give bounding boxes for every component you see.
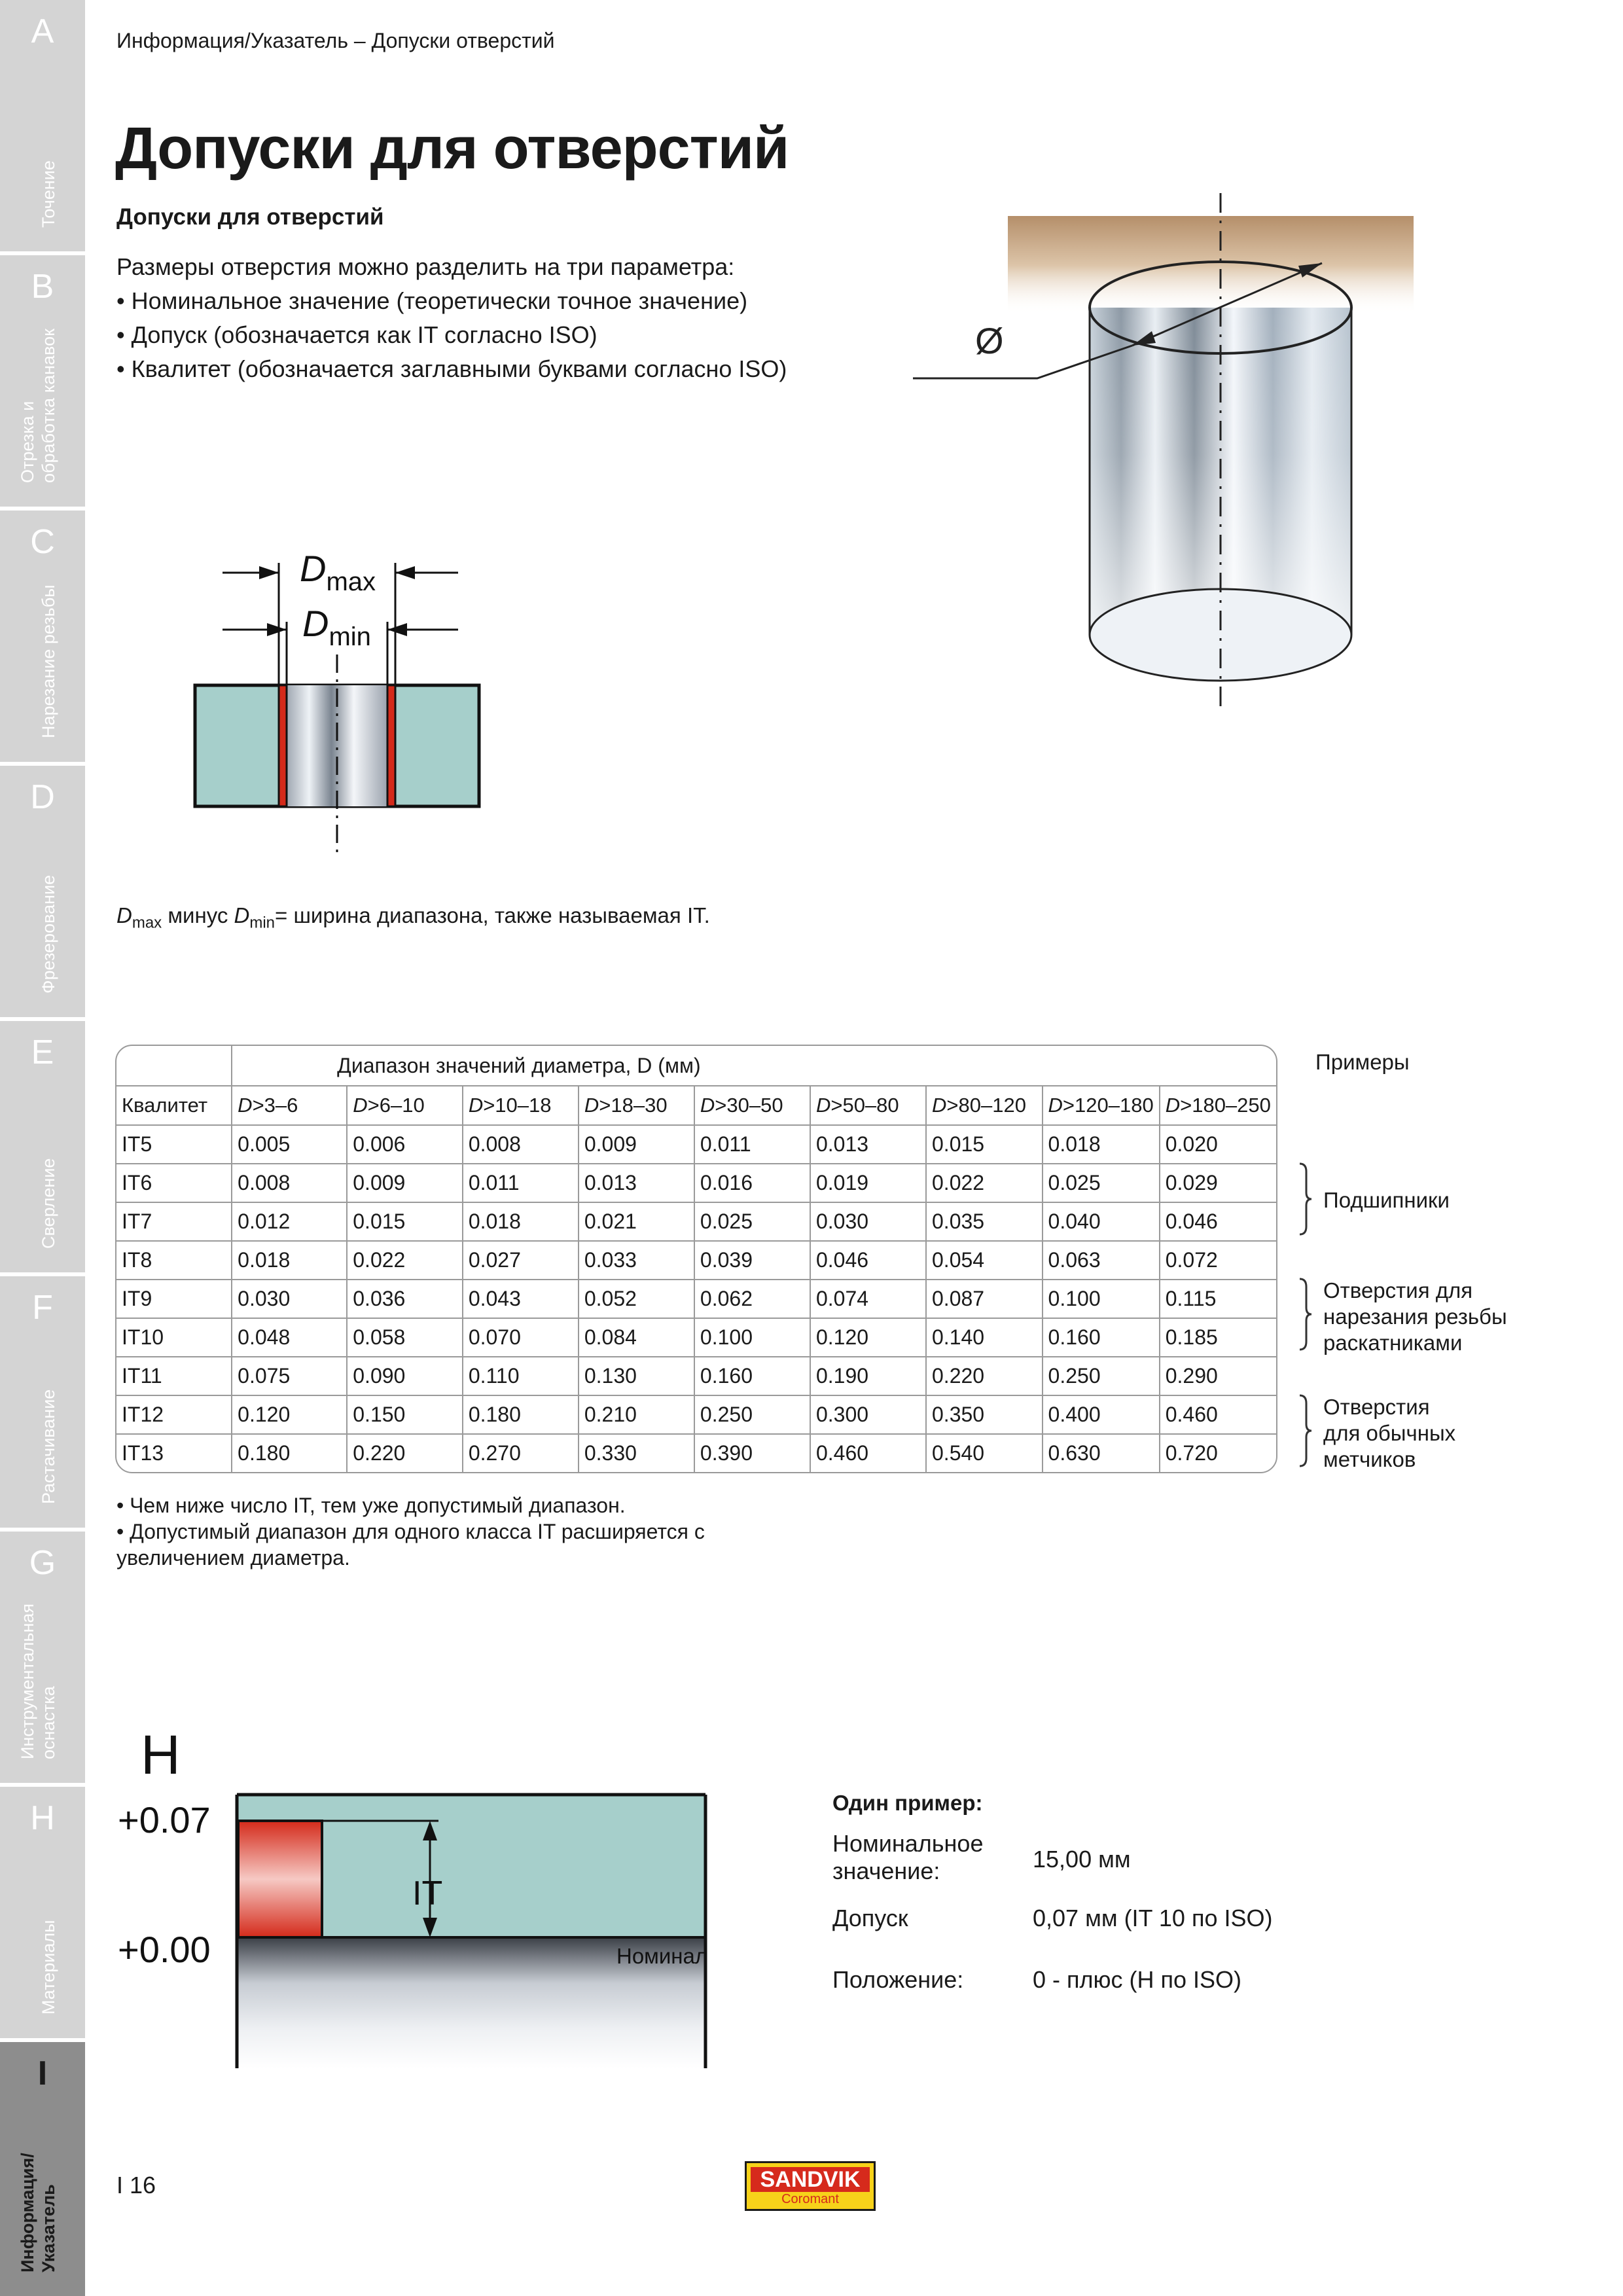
hole-section-diagram <box>190 550 504 864</box>
table-row <box>116 1280 1276 1319</box>
example-thread-rolling-holes: Отверстия для нарезания резьбы раскатниками <box>1323 1278 1507 1355</box>
tab-label: Точение <box>39 160 58 228</box>
grade-cell: IT7 <box>116 1203 232 1242</box>
tolerance-cell: 0.013 <box>811 1126 927 1164</box>
page-number: I 16 <box>116 2172 156 2198</box>
tolerance-cell: 0.022 <box>927 1164 1043 1203</box>
tolerance-cell: 0.160 <box>1043 1319 1160 1357</box>
column-header: D>120–180 <box>1043 1086 1160 1126</box>
tolerance-cell: 0.019 <box>811 1164 927 1203</box>
column-header: D>30–50 <box>695 1086 811 1126</box>
logo-line2: Coromant <box>781 2192 839 2206</box>
tolerance-cell: 0.062 <box>695 1280 811 1319</box>
tolerance-cell: 0.180 <box>463 1396 579 1435</box>
tolerance-cell: 0.027 <box>463 1242 579 1280</box>
column-header: D>180–250 <box>1160 1086 1276 1126</box>
tab-label: Материалы <box>39 1920 58 2015</box>
tolerance-cell: 0.025 <box>1043 1164 1160 1203</box>
tolerance-cell: 0.270 <box>463 1435 579 1472</box>
tolerance-cell: 0.046 <box>811 1242 927 1280</box>
tolerance-cell: 0.063 <box>1043 1242 1160 1280</box>
tolerance-cell: 0.043 <box>463 1280 579 1319</box>
tab-turning[interactable] <box>0 0 85 255</box>
table-row <box>116 1126 1276 1164</box>
tab-label: Растачивание <box>39 1389 58 1504</box>
tolerance-cell: 0.140 <box>927 1319 1043 1357</box>
tolerance-cell: 0.120 <box>232 1396 348 1435</box>
tab-label: Сверление <box>39 1158 58 1249</box>
tab-label: Отрезка и обработка канавок <box>18 329 58 483</box>
table-row <box>116 1396 1276 1435</box>
tab-label: Инструментальная оснастка <box>18 1603 58 1759</box>
hole-cylinder-illustration <box>903 183 1525 720</box>
example-value-nominal: 15,00 мм <box>1033 1846 1131 1873</box>
tolerance-cell: 0.115 <box>1160 1280 1276 1319</box>
table-row <box>116 1435 1276 1472</box>
tolerance-cell: 0.015 <box>348 1203 463 1242</box>
tolerance-cell: 0.025 <box>695 1203 811 1242</box>
table-row <box>116 1242 1276 1280</box>
notes-list <box>116 1492 771 1571</box>
example-value-position: 0 - плюс (H по ISO) <box>1033 1966 1242 1993</box>
tolerance-cell: 0.029 <box>1160 1164 1276 1203</box>
table-group-header: Диапазон значений диаметра, D (мм) <box>232 1046 1276 1086</box>
tolerance-cell: 0.020 <box>1160 1126 1276 1164</box>
grade-cell: IT8 <box>116 1242 232 1280</box>
column-header: D>18–30 <box>579 1086 695 1126</box>
tolerance-cell: 0.185 <box>1160 1319 1276 1357</box>
range-width-note: $D_{max}$ минус $D_{min}=$ ширина диапазона, также называемая IT. <box>116 903 710 932</box>
tolerance-cell: 0.046 <box>1160 1203 1276 1242</box>
tolerance-cell: 0.075 <box>232 1357 348 1396</box>
intro-lead: Размеры отверстия можно разделить на три параметра: <box>116 253 735 280</box>
tolerance-cell: 0.018 <box>463 1203 579 1242</box>
tab-label: Нарезание резьбы <box>39 584 58 738</box>
tolerance-cell: 0.016 <box>695 1164 811 1203</box>
tolerance-cell: 0.120 <box>811 1319 927 1357</box>
tolerance-cell: 0.220 <box>348 1435 463 1472</box>
table-row <box>116 1164 1276 1203</box>
tolerance-cell: 0.033 <box>579 1242 695 1280</box>
tolerance-cell: 0.090 <box>348 1357 463 1396</box>
tolerance-cell: 0.035 <box>927 1203 1043 1242</box>
example-key-position: Положение: <box>832 1966 964 1993</box>
column-header: D>3–6 <box>232 1086 348 1126</box>
tolerance-cell: 0.070 <box>463 1319 579 1357</box>
tab-letter: A <box>31 12 54 50</box>
tab-label: Фрезерование <box>39 874 58 994</box>
tolerance-cell: 0.250 <box>695 1396 811 1435</box>
tolerance-cell: 0.350 <box>927 1396 1043 1435</box>
note-item: • Чем ниже число IT, тем уже допустимый диапазон. <box>116 1492 771 1518</box>
example-heading: Один пример: <box>832 1791 983 1815</box>
tolerance-cell: 0.630 <box>1043 1435 1160 1472</box>
tolerance-cell: 0.390 <box>695 1435 811 1472</box>
tolerance-cell: 0.040 <box>1043 1203 1160 1242</box>
tolerance-cell: 0.072 <box>1160 1242 1276 1280</box>
table-row <box>116 1319 1276 1357</box>
grade-cell: IT6 <box>116 1164 232 1203</box>
tolerance-cell: 0.006 <box>348 1126 463 1164</box>
tolerance-cell: 0.460 <box>811 1435 927 1472</box>
table-header-row <box>116 1086 1276 1126</box>
grade-header: Квалитет <box>116 1086 232 1126</box>
brace-bearings <box>1298 1162 1313 1236</box>
intro-bullet: • Допуск (обозначается как IT согласно ISO) <box>116 318 869 352</box>
tolerance-cell: 0.220 <box>927 1357 1043 1396</box>
tab-letter: B <box>31 268 54 306</box>
column-header: D>6–10 <box>348 1086 463 1126</box>
tab-materials[interactable] <box>0 1787 85 2042</box>
tab-label: Информация/ Указатель <box>18 2153 58 2272</box>
diameter-symbol: Ø <box>975 320 1004 361</box>
tolerance-cell: 0.400 <box>1043 1396 1160 1435</box>
tab-letter: F <box>32 1289 53 1327</box>
tolerance-cell: 0.013 <box>579 1164 695 1203</box>
tolerance-cell: 0.074 <box>811 1280 927 1319</box>
tolerance-cell: 0.160 <box>695 1357 811 1396</box>
tab-letter: I <box>37 2054 48 2092</box>
section-subtitle: Допуски для отверстий <box>116 204 384 230</box>
tab-letter: D <box>30 778 55 816</box>
tolerance-cell: 0.009 <box>579 1126 695 1164</box>
grade-cell: IT10 <box>116 1319 232 1357</box>
breadcrumb: Информация/Указатель – Допуски отверстий <box>116 29 555 52</box>
tolerance-cell: 0.022 <box>348 1242 463 1280</box>
tolerance-cell: 0.054 <box>927 1242 1043 1280</box>
nominal-label: Номинал <box>616 1944 708 1968</box>
tolerance-table <box>115 1045 1277 1473</box>
tolerance-cell: 0.039 <box>695 1242 811 1280</box>
grade-cell: IT11 <box>116 1357 232 1396</box>
grade-cell: IT12 <box>116 1396 232 1435</box>
tolerance-letter: H <box>141 1724 181 1785</box>
page-title: Допуски для отверстий <box>115 116 789 181</box>
grade-cell: IT13 <box>116 1435 232 1472</box>
tolerance-cell: 0.009 <box>348 1164 463 1203</box>
logo-line1: SANDVIK <box>751 2167 870 2192</box>
tolerance-cell: 0.008 <box>232 1164 348 1203</box>
grade-cell: IT5 <box>116 1126 232 1164</box>
example-bearings: Подшипники <box>1323 1188 1450 1212</box>
tolerance-cell: 0.180 <box>232 1435 348 1472</box>
tab-letter: G <box>29 1544 56 1582</box>
tab-information-index[interactable] <box>0 2042 85 2296</box>
tolerance-cell: 0.330 <box>579 1435 695 1472</box>
tolerance-cell: 0.084 <box>579 1319 695 1357</box>
upper-deviation: +0.07 <box>118 1799 211 1840</box>
tolerance-cell: 0.036 <box>348 1280 463 1319</box>
column-header: D>50–80 <box>811 1086 927 1126</box>
example-key-nominal: Номинальное значение: <box>832 1830 984 1884</box>
tolerance-cell: 0.058 <box>348 1319 463 1357</box>
column-header: D>10–18 <box>463 1086 579 1126</box>
tolerance-cell: 0.015 <box>927 1126 1043 1164</box>
tolerance-cell: 0.540 <box>927 1435 1043 1472</box>
side-tab-bar <box>0 0 85 2296</box>
table-row <box>116 1203 1276 1242</box>
tolerance-cell: 0.011 <box>695 1126 811 1164</box>
tab-letter: H <box>30 1799 55 1837</box>
tolerance-cell: 0.250 <box>1043 1357 1160 1396</box>
brace-taps <box>1298 1394 1313 1467</box>
example-value-tolerance: 0,07 мм (IT 10 по ISO) <box>1033 1905 1273 1931</box>
tolerance-cell: 0.011 <box>463 1164 579 1203</box>
intro-bullet: • Номинальное значение (теоретически точное значение) <box>116 284 869 318</box>
tab-milling[interactable] <box>0 766 85 1021</box>
example-key-tolerance: Допуск <box>832 1905 908 1931</box>
tolerance-cell: 0.460 <box>1160 1396 1276 1435</box>
sandvik-coromant-logo <box>745 2161 876 2211</box>
column-header: D>80–120 <box>927 1086 1043 1126</box>
tolerance-cell: 0.300 <box>811 1396 927 1435</box>
tolerance-cell: 0.150 <box>348 1396 463 1435</box>
tolerance-cell: 0.100 <box>695 1319 811 1357</box>
tolerance-cell: 0.100 <box>1043 1280 1160 1319</box>
tab-drilling[interactable] <box>0 1021 85 1276</box>
dmax-label: $D_{max}$ <box>300 550 376 596</box>
tab-tooling[interactable] <box>0 1532 85 1787</box>
tolerance-cell: 0.005 <box>232 1126 348 1164</box>
tolerance-cell: 0.210 <box>579 1396 695 1435</box>
intro-text <box>116 250 869 386</box>
tab-parting-grooving[interactable] <box>0 255 85 511</box>
table-corner <box>116 1046 232 1086</box>
tab-letter: C <box>30 523 55 561</box>
tab-threading[interactable] <box>0 511 85 766</box>
example-tap-holes: Отверстия для обычных метчиков <box>1323 1395 1456 1471</box>
tolerance-cell: 0.008 <box>463 1126 579 1164</box>
tolerance-cell: 0.048 <box>232 1319 348 1357</box>
lower-deviation: +0.00 <box>118 1929 211 1970</box>
tolerance-cell: 0.290 <box>1160 1357 1276 1396</box>
grade-cell: IT9 <box>116 1280 232 1319</box>
tolerance-cell: 0.130 <box>579 1357 695 1396</box>
brace-thread-rolling <box>1298 1278 1313 1351</box>
dmin-label: $D_{min}$ <box>302 603 371 651</box>
tab-boring[interactable] <box>0 1276 85 1532</box>
tolerance-cell: 0.720 <box>1165 1441 1218 1465</box>
table-row <box>116 1357 1276 1396</box>
examples-heading: Примеры <box>1315 1050 1410 1074</box>
tab-letter: E <box>31 1033 54 1071</box>
note-item: • Допустимый диапазон для одного класса IT расширяется с увеличением диаметра. <box>116 1518 771 1571</box>
tolerance-cell: 0.052 <box>579 1280 695 1319</box>
tolerance-cell: 0.012 <box>232 1203 348 1242</box>
tolerance-cell: 0.030 <box>811 1203 927 1242</box>
intro-bullet: • Квалитет (обозначается заглавными буквами согласно ISO) <box>116 352 869 386</box>
h-tolerance-diagram <box>111 1715 733 2108</box>
tolerance-cell: 0.021 <box>579 1203 695 1242</box>
tolerance-cell: 0.018 <box>1043 1126 1160 1164</box>
tolerance-cell: 0.110 <box>463 1357 579 1396</box>
tolerance-cell: 0.030 <box>232 1280 348 1319</box>
tolerance-cell: 0.190 <box>811 1357 927 1396</box>
it-band-label: IT <box>412 1874 443 1912</box>
tolerance-cell: 0.018 <box>232 1242 348 1280</box>
tolerance-cell: 0.087 <box>927 1280 1043 1319</box>
